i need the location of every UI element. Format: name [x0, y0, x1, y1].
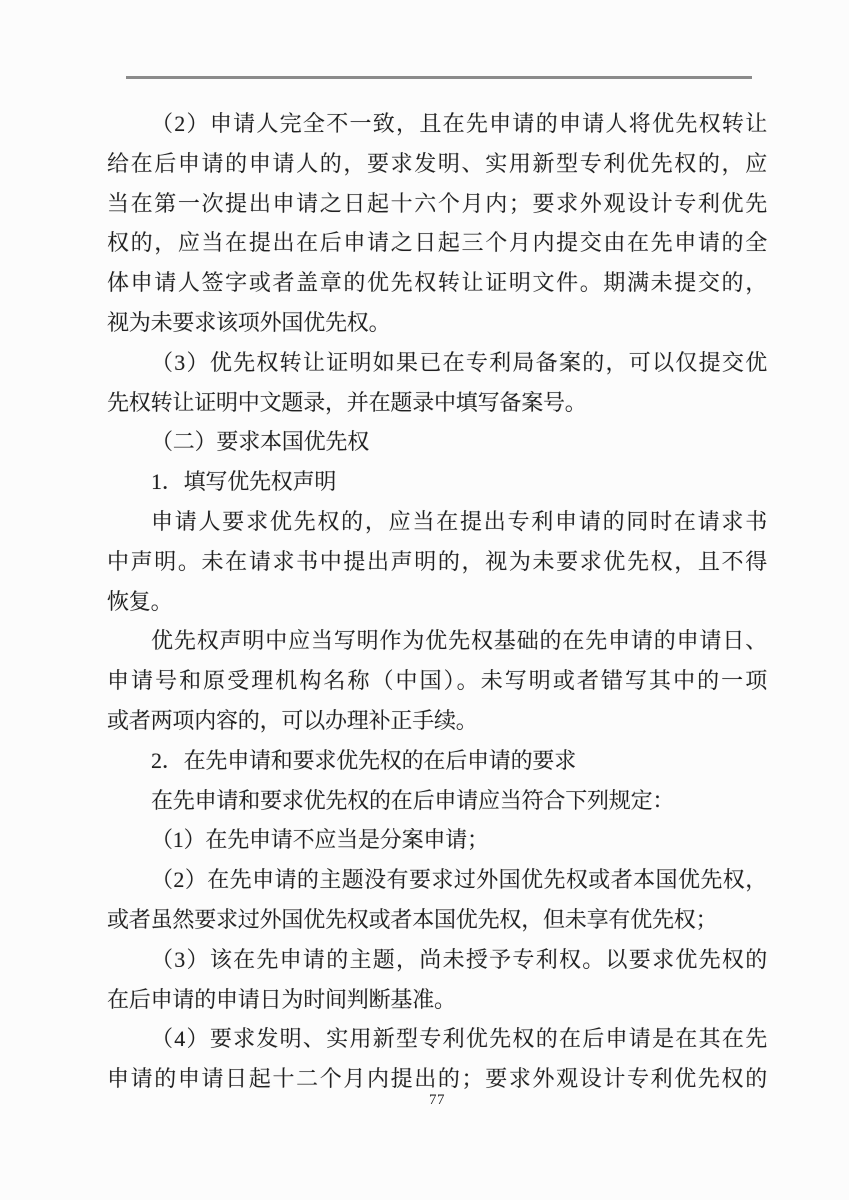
text-line: 申请号和原受理机构名称（中国）。未写明或者错写其中的一项	[107, 668, 767, 694]
text-line: （2）申请人完全不一致，且在先申请的申请人将优先权转让	[151, 111, 767, 136]
text-line: （2）在先申请的主题没有要求过外国优先权或者本国优先权，	[151, 867, 767, 893]
text-line: 在先申请和要求优先权的在后申请应当符合下列规定：	[151, 787, 675, 813]
text-line: 给在后申请的申请人的，要求发明、实用新型专利优先权的，应	[107, 150, 767, 176]
text-line: 或者两项内容的，可以办理补正手续。	[107, 707, 478, 733]
text-line: （4）要求发明、实用新型专利优先权的在后申请是在其在先	[151, 1026, 767, 1052]
text-line: 优先权声明中应当写明作为优先权基础的在先申请的申请日、	[151, 628, 767, 654]
text-line: 2．在先申请和要求优先权的在后申请的要求	[151, 747, 577, 773]
text-line: （二）要求本国优先权	[151, 429, 370, 455]
text-line: （3）优先权转让证明如果已在专利局备案的，可以仅提交优	[151, 349, 767, 375]
text-line: （3）该在先申请的主题，尚未授予专利权。以要求优先权的	[151, 946, 767, 972]
text-line: 先权转让证明中文题录，并在题录中填写备案号。	[107, 389, 587, 415]
text-line: 中声明。未在请求书中提出声明的，视为未要求优先权，且不得	[107, 548, 767, 574]
page-number: 77	[429, 1092, 445, 1108]
text-line: 1．填写优先权声明	[151, 469, 337, 495]
text-line: 申请的申请日起十二个月内提出的；要求外观设计专利优先权的	[107, 1066, 767, 1092]
text-line: 体申请人签字或者盖章的优先权转让证明文件。期满未提交的，	[107, 270, 767, 296]
text-line: 权的，应当在提出在后申请之日起三个月内提交由在先申请的全	[107, 230, 767, 256]
text-line: 视为未要求该项外国优先权。	[107, 309, 391, 335]
header-rule	[126, 76, 752, 79]
text-line: 申请人要求优先权的，应当在提出专利申请的同时在请求书	[151, 508, 767, 534]
text-block	[107, 104, 767, 1099]
text-line: 恢复。	[107, 588, 173, 614]
text-line: （1）在先申请不应当是分案申请；	[151, 827, 489, 853]
text-line: 在后申请的申请日为时间判断基准。	[107, 986, 456, 1012]
text-line: 当在第一次提出申请之日起十六个月内；要求外观设计专利优先	[107, 190, 767, 216]
text-line: 或者虽然要求过外国优先权或者本国优先权，但未享有优先权；	[107, 906, 718, 932]
